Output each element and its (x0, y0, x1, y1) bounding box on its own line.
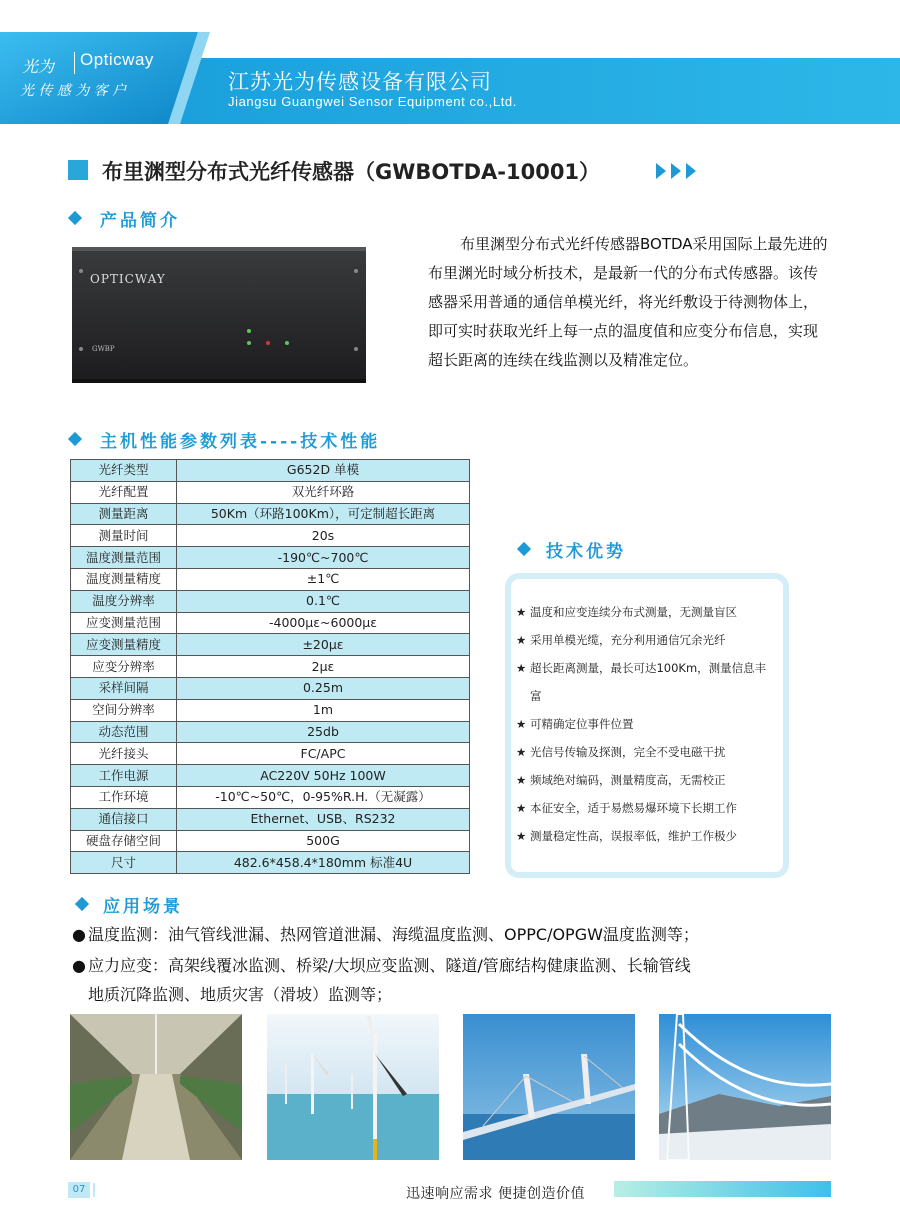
spec-value: 482.6*458.4*180mm 标准4U (177, 852, 470, 874)
footer-divider (93, 1183, 95, 1197)
section-heading-advantages: 技术优势 (546, 542, 626, 562)
table-row (71, 677, 470, 699)
spec-value: 0.25m (177, 677, 470, 699)
table-row (71, 612, 470, 634)
spec-value: 1m (177, 699, 470, 721)
spec-key: 采样间隔 (71, 677, 177, 699)
spec-value: AC220V 50Hz 100W (177, 765, 470, 787)
spec-value: -10℃~50℃，0-95%R.H.（无凝露） (177, 786, 470, 808)
advantage-text: 光信号传输及探测，完全不受电磁干扰 (529, 745, 726, 759)
company-name-cn: 江苏光为传感设备有限公司 (228, 70, 492, 94)
logo-text: Opticway (80, 50, 154, 69)
spec-key: 测量距离 (71, 503, 177, 525)
spec-value: -190℃~700℃ (177, 547, 470, 569)
table-row (71, 568, 470, 590)
spec-value: ±20με (177, 634, 470, 656)
advantage-text: 测量稳定性高，误报率低，维护工作极少 (529, 829, 737, 843)
table-row (71, 786, 470, 808)
spec-value: 500G (177, 830, 470, 852)
title-marker-icon (68, 160, 88, 180)
spec-value: ±1℃ (177, 568, 470, 590)
section-heading-intro: 产品简介 (100, 211, 180, 231)
bullet-icon: ● (72, 956, 86, 975)
spec-key: 应变测量精度 (71, 634, 177, 656)
spec-key: 应变测量范围 (71, 612, 177, 634)
list-item (516, 710, 772, 738)
table-row (71, 699, 470, 721)
spec-key: 动态范围 (71, 721, 177, 743)
device-brand: OPTICWAY (90, 272, 166, 286)
application-temperature: 温度监测：油气管线泄漏、热网管道泄漏、海缆温度监测、OPPC/OPGW温度监测等； (88, 925, 699, 944)
spec-key: 温度测量范围 (71, 547, 177, 569)
star-icon: ★ (516, 633, 527, 647)
power-line-photo (659, 1014, 831, 1160)
table-row (71, 830, 470, 852)
table-row (71, 460, 470, 482)
list-item (516, 822, 772, 850)
diamond-icon (75, 897, 89, 911)
section-heading-specs: 主机性能参数列表----技术性能 (100, 432, 381, 452)
application-strain-cont: 地质沉降监测、地质灾害（滑坡）监测等； (88, 985, 393, 1004)
table-row (71, 852, 470, 874)
spec-key: 工作电源 (71, 765, 177, 787)
spec-key: 光纤接头 (71, 743, 177, 765)
list-item (516, 794, 772, 822)
advantage-text: 本征安全，适于易燃易爆环境下长期工作 (529, 801, 737, 815)
diamond-icon (68, 211, 82, 225)
list-item (516, 654, 772, 710)
device-model: GWBP (92, 345, 115, 353)
star-icon: ★ (516, 745, 527, 759)
table-row (71, 765, 470, 787)
table-row (71, 634, 470, 656)
advantage-text: 超长距离测量，最长可达100Km，测量信息丰富 (529, 661, 767, 703)
diamond-icon (68, 432, 82, 446)
spec-key: 温度分辨率 (71, 590, 177, 612)
list-item (516, 766, 772, 794)
spec-value: 2με (177, 656, 470, 678)
table-row (71, 743, 470, 765)
spec-key: 测量时间 (71, 525, 177, 547)
spec-value: 50Km（环路100Km），可定制超长距离 (177, 503, 470, 525)
bullet-icon: ● (72, 925, 86, 944)
diamond-icon (517, 542, 531, 556)
star-icon: ★ (516, 829, 527, 843)
logo-divider (74, 52, 75, 74)
list-item (516, 626, 772, 654)
star-icon: ★ (516, 801, 527, 815)
device-image (72, 247, 366, 383)
triple-arrow-icon (654, 160, 700, 182)
spec-table (70, 459, 470, 874)
footer-slogan: 迅速响应需求 便捷创造价值 (406, 1186, 585, 1202)
table-row (71, 590, 470, 612)
star-icon: ★ (516, 605, 527, 619)
spec-key: 硬盘存储空间 (71, 830, 177, 852)
star-icon: ★ (516, 717, 527, 731)
spec-key: 通信接口 (71, 808, 177, 830)
advantages-list (516, 598, 772, 850)
spec-value: 25db (177, 721, 470, 743)
intro-text: 布里渊型分布式光纤传感器BOTDA采用国际上最先进的布里渊光时域分析技术，是最新一代的分布式传感器。该传感器采用普通的通信单模光纤，将光纤敷设于待测物体上，即可实时获取光纤上每一点的温度值和应变分布信息，实现超长距离的连续在线监测以及精准定位。 (428, 235, 828, 369)
table-row (71, 525, 470, 547)
spec-value: 双光纤环路 (177, 481, 470, 503)
spec-key: 应变分辨率 (71, 656, 177, 678)
advantage-text: 温度和应变连续分布式测量，无测量盲区 (529, 605, 737, 619)
spec-value: 0.1℃ (177, 590, 470, 612)
footer-bar (614, 1181, 831, 1197)
spec-key: 光纤类型 (71, 460, 177, 482)
spec-value: G652D 单模 (177, 460, 470, 482)
table-row (71, 808, 470, 830)
spec-value: 20s (177, 525, 470, 547)
advantage-text: 可精确定位事件位置 (529, 717, 634, 731)
spec-value: Ethernet、USB、RS232 (177, 808, 470, 830)
list-item (516, 598, 772, 626)
spec-key: 尺寸 (71, 852, 177, 874)
section-heading-applications: 应用场景 (103, 897, 183, 917)
table-row (71, 547, 470, 569)
page-title: 布里渊型分布式光纤传感器（GWBOTDA-10001） (102, 160, 601, 184)
table-row (71, 481, 470, 503)
spec-key: 工作环境 (71, 786, 177, 808)
company-name-en: Jiangsu Guangwei Sensor Equipment co.,Ltd. (228, 94, 517, 109)
application-strain: 应力应变：高架线覆冰监测、桥梁/大坝应变监测、隧道/管廊结构健康监测、长输管线 (88, 956, 691, 975)
table-row (71, 656, 470, 678)
bridge-photo (463, 1014, 635, 1160)
table-row (71, 503, 470, 525)
spec-key: 光纤配置 (71, 481, 177, 503)
list-item (516, 738, 772, 766)
star-icon: ★ (516, 661, 527, 675)
wind-farm-photo (267, 1014, 439, 1160)
tunnel-photo (70, 1014, 242, 1160)
advantage-text: 频域绝对编码，测量精度高，无需校正 (529, 773, 726, 787)
spec-value: -4000με~6000με (177, 612, 470, 634)
logo-signature: 光为 (22, 57, 55, 76)
table-row (71, 721, 470, 743)
spec-value: FC/APC (177, 743, 470, 765)
advantage-text: 采用单模光缆，充分利用通信冗余光纤 (529, 633, 726, 647)
star-icon: ★ (516, 773, 527, 787)
spec-key: 温度测量精度 (71, 568, 177, 590)
spec-key: 空间分辨率 (71, 699, 177, 721)
logo-slogan: 光 传 感 为 客 户 (20, 83, 127, 99)
page-number: 07 (68, 1182, 90, 1198)
